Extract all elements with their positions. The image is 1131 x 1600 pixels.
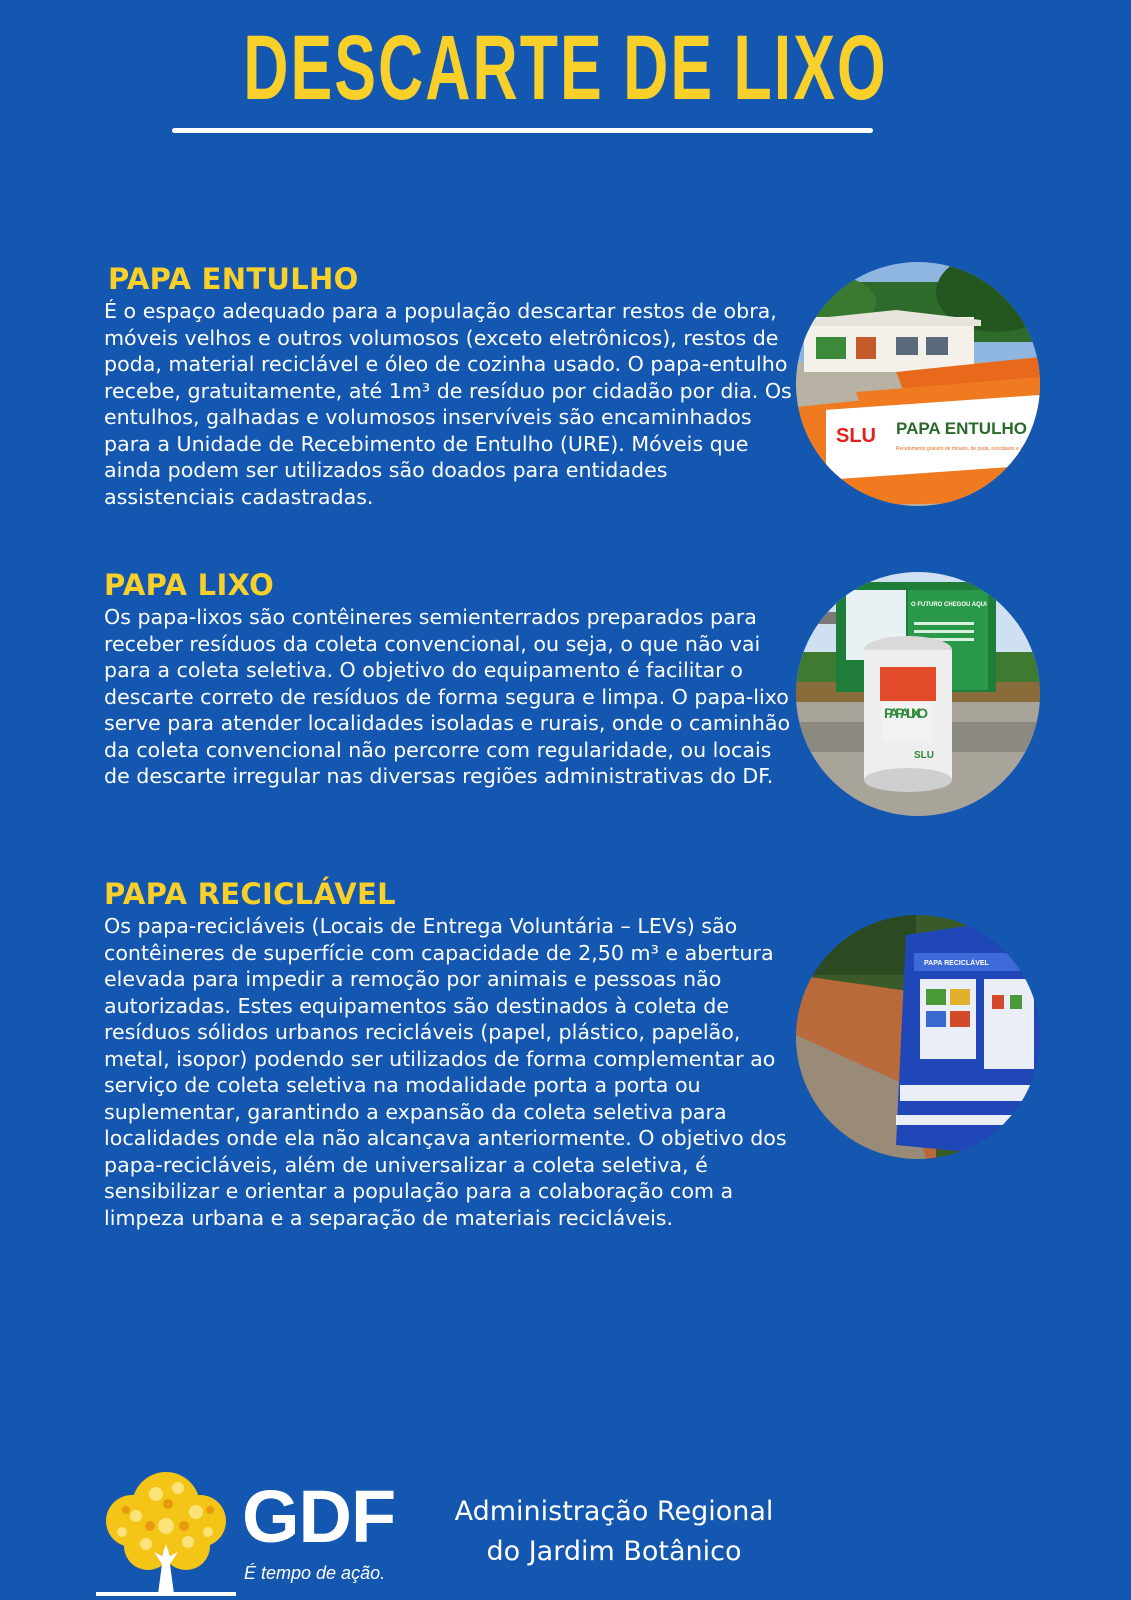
gdf-tree-logo-icon bbox=[96, 1466, 236, 1596]
papa-entulho-photo bbox=[796, 262, 1040, 506]
gdf-slogan: É tempo de ação. bbox=[244, 1563, 386, 1583]
section-heading: PAPA LIXO bbox=[104, 568, 275, 602]
reciclavel-bin-label: PAPA RECICLÁVEL bbox=[924, 960, 989, 967]
section-heading: PAPA RECICLÁVEL bbox=[104, 877, 396, 911]
admin-line-1: Administração Regional bbox=[454, 1496, 774, 1527]
entulho-sign-title: PAPA ENTULHO bbox=[896, 419, 1027, 438]
section-body: Os papa-recicláveis (Locais de Entrega Voluntária – LEVs) são contêineres de superfície com capacidade de 2,50 m³ e abertura elevada para impedir a remoção por animais e pessoas não autorizadas. Estes equipamentos são destinados à coleta de resíduos sólidos urbanos recicláveis (papel, plástico, papelão, metal, isopor) podendo ser utilizados de forma complementar ao serviço de coleta seletiva na modalidade porta a porta ou suplementar, garantindo a expansão da coleta seletiva para localidades onde ela não alcançava anteriormente. O objetivo dos papa-recicláveis, além de universalizar a coleta seletiva, é sensibilizar e orientar a população para a colaboração com a limpeza urbana e a separação de materiais recicláveis. bbox=[104, 914, 787, 1230]
lixo-bin-label: PAPA LIXO bbox=[884, 705, 928, 721]
footer bbox=[96, 1466, 816, 1596]
papa-reciclavel-illustration bbox=[796, 915, 1040, 1159]
admin-line-2: do Jardim Botânico bbox=[486, 1536, 742, 1567]
papa-entulho-illustration bbox=[796, 262, 1040, 506]
section-body: É o espaço adequado para a população descartar restos de obra, móveis velhos e outros volumosos (exceto eletrônicos), restos de poda, material reciclável e óleo de cozinha usado. O papa-entulho recebe, gratuitamente, até 1m³ de resíduo por cidadão por dia. Os entulhos, galhadas e volumosos inservíveis são encaminhados para a Unidade de Recebimento de Entulho (URE). Móveis que ainda podem ser utilizados são doados para entidades assistenciais cadastradas. bbox=[104, 299, 792, 509]
papa-lixo-illustration bbox=[796, 572, 1040, 816]
section-papa-lixo bbox=[104, 568, 794, 790]
admin-regional-name bbox=[414, 1492, 814, 1572]
title-underline bbox=[172, 128, 873, 133]
lixo-bin-brand: SLU bbox=[914, 750, 934, 761]
page-title: DESCARTE DE LIXO bbox=[243, 17, 888, 119]
entulho-sign-brand: SLU bbox=[836, 425, 876, 447]
gdf-wordmark: GDF bbox=[242, 1475, 396, 1558]
section-papa-reciclavel bbox=[104, 877, 794, 1231]
lixo-board-title: O FUTURO CHEGOU AQUI bbox=[911, 602, 987, 608]
section-heading: PAPA ENTULHO bbox=[108, 262, 359, 296]
section-papa-entulho bbox=[104, 262, 794, 510]
papa-reciclavel-photo bbox=[796, 915, 1040, 1159]
entulho-sign-subtitle: Recebimento gratuito de móveis, de poda, recicláveis e até 1m³ bbox=[896, 446, 1038, 452]
papa-lixo-photo bbox=[796, 572, 1040, 816]
section-body: Os papa-lixos são contêineres semienterrados preparados para receber resíduos da coleta convencional, ou seja, o que não vai para a coleta seletiva. O objetivo do equipamento é facilitar o descarte correto de resíduos de forma segura e limpa. O papa-lixo serve para atender localidades isoladas e rurais, onde o caminhão da coleta convencional não percorre com regularidade, ou locais de descarte irregular nas diversas regiões administrativas do DF. bbox=[104, 605, 791, 788]
